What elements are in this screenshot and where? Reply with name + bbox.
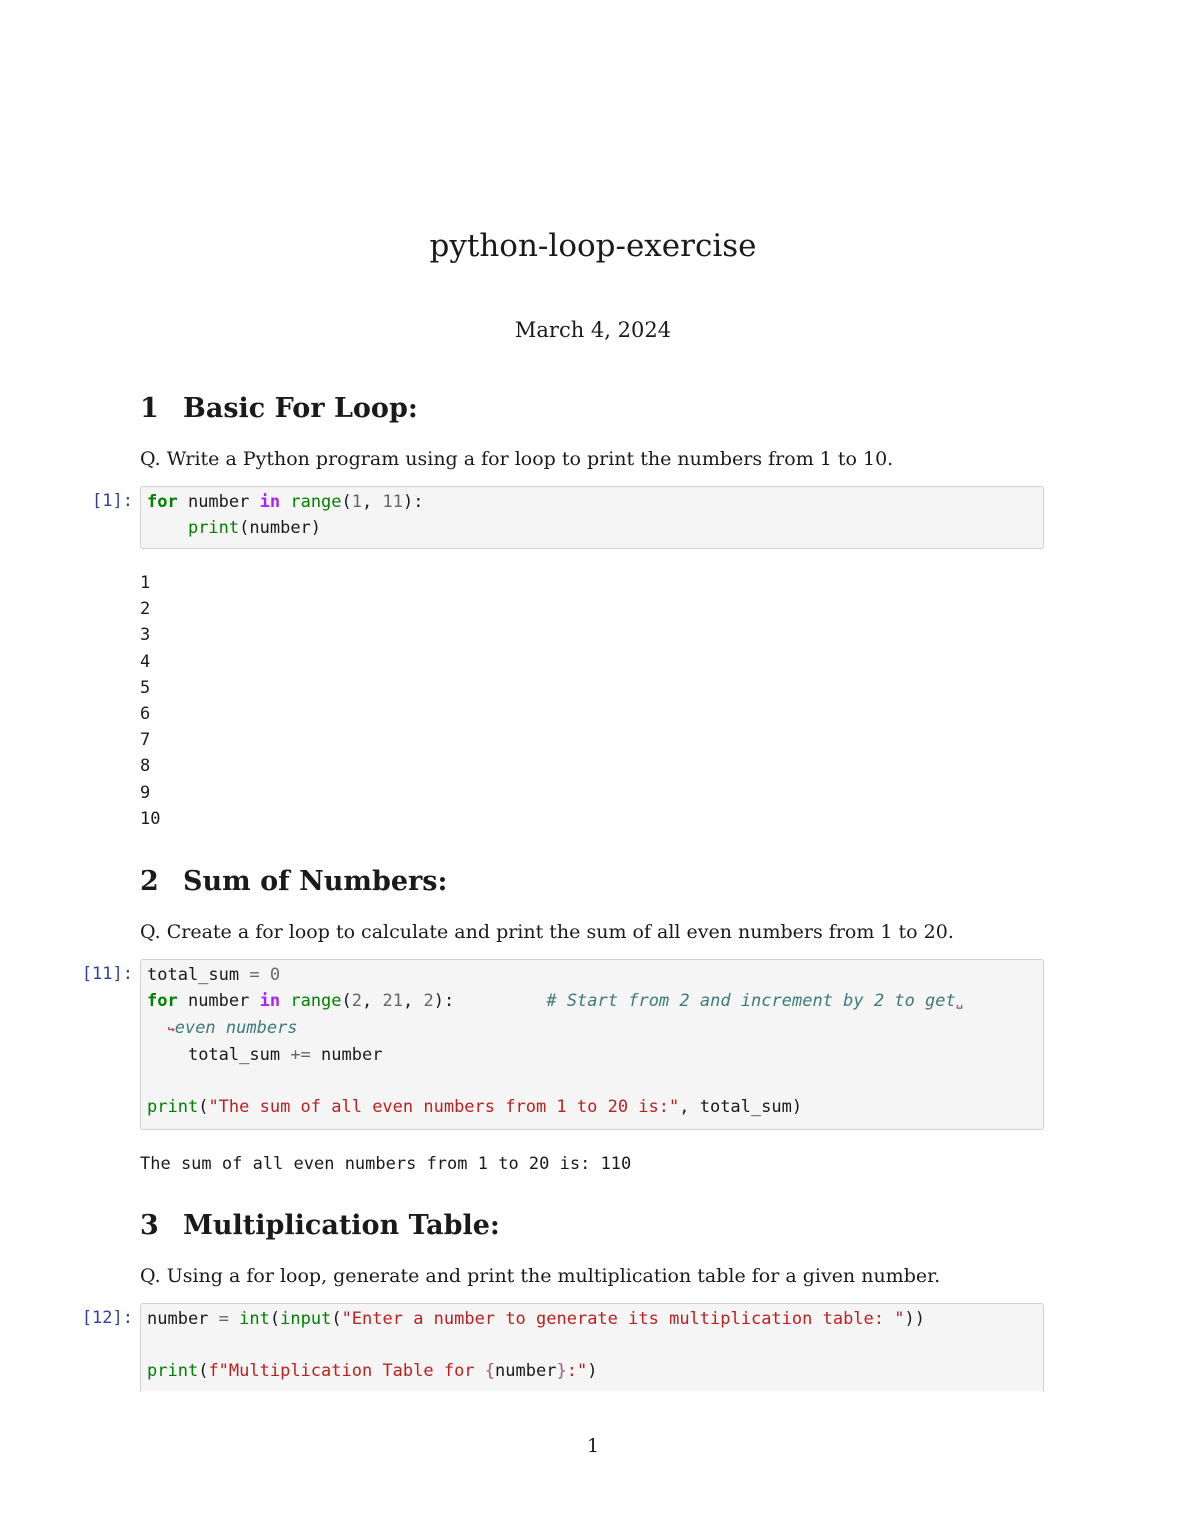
section-number: 1: [140, 393, 159, 424]
output-line: 6: [140, 704, 151, 725]
cell-output: [140, 570, 160, 832]
question-text: Q. Write a Python program using a for loop to print the numbers from 1 to 10.: [140, 448, 894, 470]
code-cell[interactable]: [140, 959, 1044, 1130]
cell-output: [140, 1151, 631, 1177]
page-number: 1: [586, 1435, 600, 1457]
continuation-arrow-icon: ↪: [167, 1022, 175, 1036]
code-cell[interactable]: [140, 1303, 1044, 1391]
line-wrap-icon: ␣: [955, 995, 963, 1009]
output-line: 1: [140, 573, 151, 593]
code-block: total_sum = 0 for number in range(2, 21, 2): # Start from 2 and increment by 2 to get␣ ↪even numbers total_sum += number print("The sum of all even numbers from 1 to 20 is:", total_sum): [147, 965, 963, 1117]
section-number: 3: [140, 1210, 159, 1241]
output-line: 4: [140, 651, 151, 672]
section-title: Basic For Loop:: [183, 393, 418, 424]
output-line: 3: [140, 625, 151, 646]
output-line: 9: [140, 782, 151, 803]
code-comment: # Start from 2 and increment by 2 to get: [546, 991, 956, 1011]
cell-prompt: [11]:: [81, 964, 133, 984]
output-line: The sum of all even numbers from 1 to 20 is: 110: [140, 1154, 632, 1174]
section-heading: [140, 393, 418, 424]
document-title: python-loop-exercise: [429, 228, 757, 264]
output-line: 7: [140, 730, 151, 751]
section-title: Sum of Numbers:: [183, 866, 448, 897]
code-block: for number in range(1, 11): print(number): [147, 492, 424, 538]
output-line: 8: [140, 756, 151, 777]
section-number: 2: [140, 866, 159, 897]
document-date: March 4, 2024: [514, 318, 672, 342]
output-line: 10: [140, 808, 161, 829]
question-text: Q. Create a for loop to calculate and print the sum of all even numbers from 1 to 20.: [140, 921, 954, 943]
section-heading: [140, 1210, 500, 1241]
section-heading: [140, 866, 447, 897]
output-line: 2: [140, 599, 151, 620]
output-line: 5: [140, 677, 151, 698]
section-title: Multiplication Table:: [183, 1210, 500, 1241]
cell-prompt: [12]:: [81, 1308, 133, 1328]
code-cell[interactable]: [140, 486, 1044, 549]
question-text: Q. Using a for loop, generate and print the multiplication table for a given number.: [140, 1265, 941, 1287]
code-block: number = int(input("Enter a number to generate its multiplication table: ")) print(f"Multiplication Table for {number}:"): [147, 1309, 925, 1381]
cell-prompt: [1]:: [92, 491, 133, 511]
